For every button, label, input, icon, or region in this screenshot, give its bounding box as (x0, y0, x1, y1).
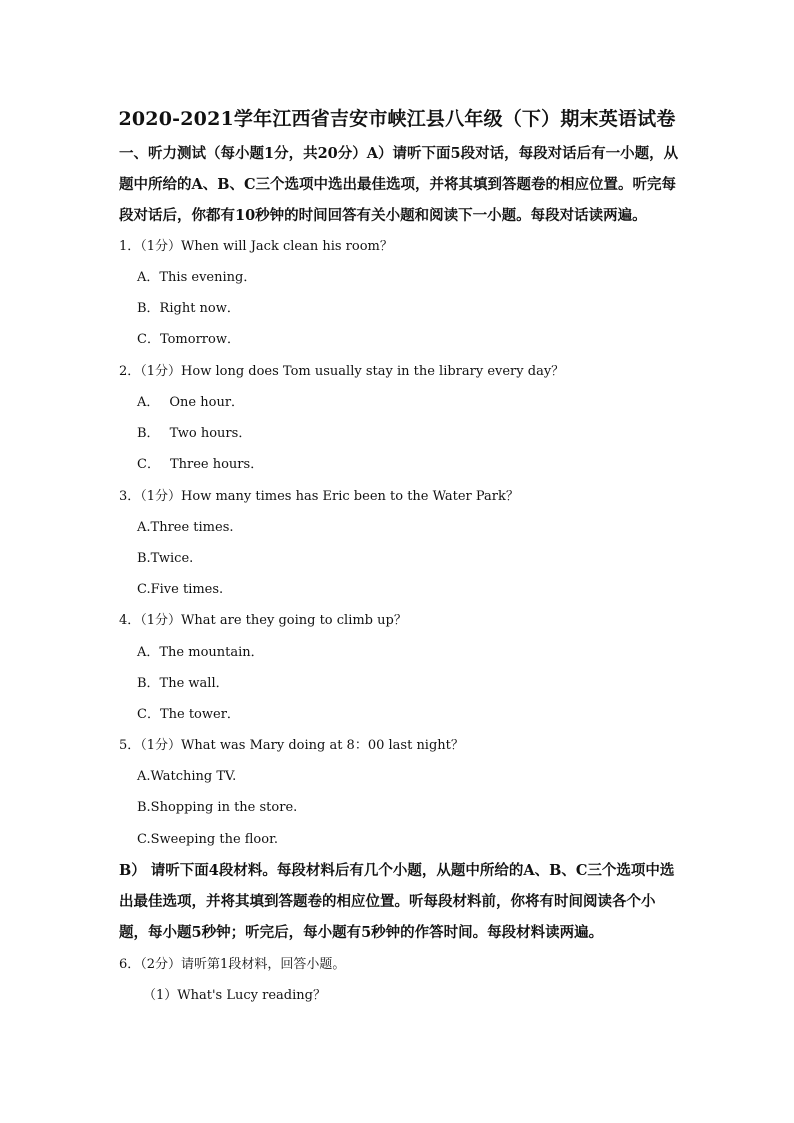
option-text: One hour． (169, 395, 245, 410)
question-1-option-a: A．This evening． (137, 270, 257, 285)
question-5-stem: 5．（1分）What was Mary doing at 8：00 last night？ (119, 738, 464, 753)
question-4-option-c: C．The tower． (137, 707, 240, 722)
section-a-instructions: 一、听力测试（每小题1分，共20分）A）请听下面5段对话，每段对话后有一小题，从题中所给的A、B、C三个选项中选出最佳选项，并将其填到答题卷的相应位置。听完每段对话后，你都有10秒钟的时间回答有关小题和阅读下一小题。每段对话读两遍。 (119, 145, 679, 224)
question-6-sub-1: （1）What's Lucy reading？ (143, 988, 326, 1003)
question-2-option-b (137, 424, 251, 444)
option-text: Two hours． (169, 426, 252, 441)
question-1-option-c: C．Tomorrow． (137, 332, 240, 347)
question-3-option-c: C.Five times. (137, 582, 224, 597)
section-b-instructions: B） 请听下面4段材料。每段材料后有几个小题，从题中所给的A、B、C三个选项中选出最佳选项，并将其填到答题卷的相应位置。听每段材料前，你将有时间阅读各个小题，每小题5秒钟；听完后，每小题有5秒钟的作答时间。每段材料读两遍。 (119, 862, 675, 941)
question-1-option-b: B．Right now． (137, 301, 240, 316)
question-6-stem: 6．（2分）请听第1段材料，回答小题。 (119, 957, 346, 972)
question-4-option-a: A．The mountain． (137, 645, 264, 660)
option-letter: B． (137, 426, 160, 441)
option-letter: A． (137, 395, 160, 410)
question-4-stem: 4．（1分）What are they going to climb up？ (119, 613, 407, 628)
exam-title: 2020-2021学年江西省吉安市峡江县八年级（下）期末英语试卷 (118, 108, 676, 130)
question-5-option-c: C.Sweeping the floor. (137, 832, 279, 847)
question-3-option-b: B.Twice. (137, 551, 194, 566)
question-4-option-b: B．The wall． (137, 676, 229, 691)
option-text: Three hours． (169, 457, 264, 472)
question-5-option-a: A.Watching TV. (137, 769, 237, 784)
question-5-option-b: B.Shopping in the store. (137, 800, 298, 815)
question-2-option-a (137, 393, 244, 413)
question-3-stem: 3．（1分）How many times has Eric been to the Water Park？ (119, 489, 519, 504)
question-3-option-a: A.Three times. (137, 520, 234, 535)
question-1-stem: 1．（1分）When will Jack clean his room？ (119, 239, 393, 254)
question-2-option-c (137, 455, 263, 475)
option-letter: C． (137, 457, 160, 472)
question-2-stem: 2．（1分）How long does Tom usually stay in the library every day？ (119, 364, 565, 379)
